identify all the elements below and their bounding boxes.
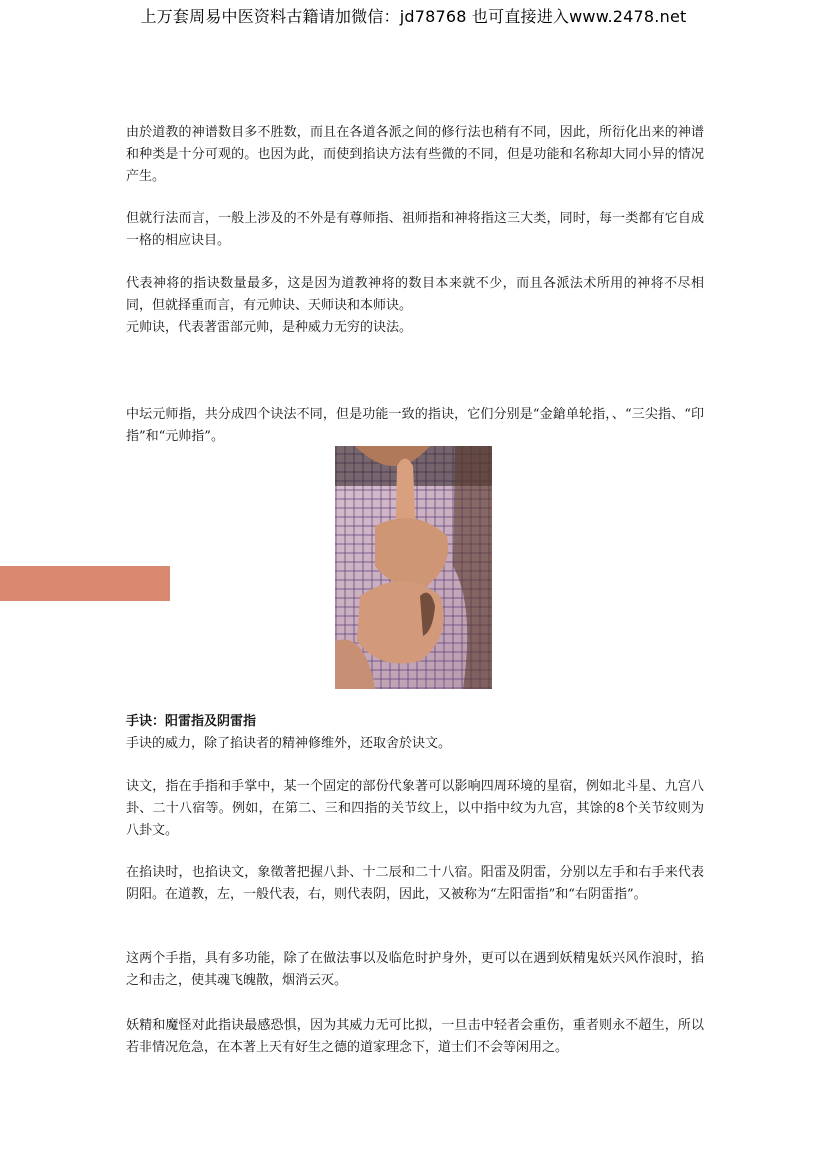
hand-gesture-photo	[335, 446, 492, 689]
watermark-logo	[0, 566, 170, 601]
paragraph-9: 这两个手指，具有多功能，除了在做法事以及临危时护身外，更可以在遇到妖精鬼妖兴风作浪时，掐之和击之，使其魂飞魄散，烟消云灭。	[126, 951, 704, 988]
page-header: 上万套周易中医资料古籍请加微信：jd78768 也可直接进入www.2478.net	[140, 7, 687, 26]
paragraph-1: 由於道教的神谱数目多不胜数，而且在各道各派之间的修行法也稍有不同，因此，所衍化出来的神谱和种类是十分可观的。也因为此，而使到掐诀方法有些微的不同，但是功能和名称却大同小异的情况产生。	[126, 125, 704, 184]
paragraph-6: 手诀的威力，除了掐诀者的精神修维外，还取舍於诀文。	[126, 736, 452, 751]
paragraph-3: 代表神将的指诀数量最多，这是因为道教神将的数目本来就不少，而且各派法术所用的神将不尽相同，但就择重而言，有元帅诀、天师诀和本师诀。	[126, 276, 704, 313]
paragraph-2: 但就行法而言，一般上涉及的不外是有尊师指、祖师指和神将指这三大类，同时，每一类都有它自成一格的相应诀目。	[126, 211, 704, 248]
paragraph-8: 在掐诀时，也掐诀文，象徵著把握八卦、十二辰和二十八宿。阳雷及阴雷，分别以左手和右手来代表阴阳。在道教，左，一般代表，右，则代表阴，因此，又被称为“左阳雷指”和“右阴雷指”。	[126, 865, 704, 902]
paragraph-7: 诀文，指在手指和手掌中，某一个固定的部份代象著可以影响四周环境的星宿，例如北斗星、九宫八卦、二十八宿等。例如，在第二、三和四指的关节纹上，以中指中纹为九宫，其馀的8个关节纹则为八卦文。	[126, 779, 704, 838]
paragraph-10: 妖精和魔怪对此指诀最感恐惧，因为其威力无可比拟，一旦击中轻者会重伤，重者则永不超生，所以若非情况危急，在本著上天有好生之德的道家理念下，道士们不会等闲用之。	[126, 1018, 704, 1055]
section-heading: 手诀：阳雷指及阴雷指	[126, 714, 257, 729]
hand-gesture-illustration	[335, 446, 492, 689]
paragraph-4: 元帅诀，代表著雷部元帅，是种威力无穷的诀法。	[126, 320, 413, 335]
paragraph-5: 中坛元师指，共分成四个诀法不同，但是功能一致的指诀，它们分别是“金鎗单轮指，、“三尖指、“印指”和“元帅指”。	[126, 407, 704, 444]
